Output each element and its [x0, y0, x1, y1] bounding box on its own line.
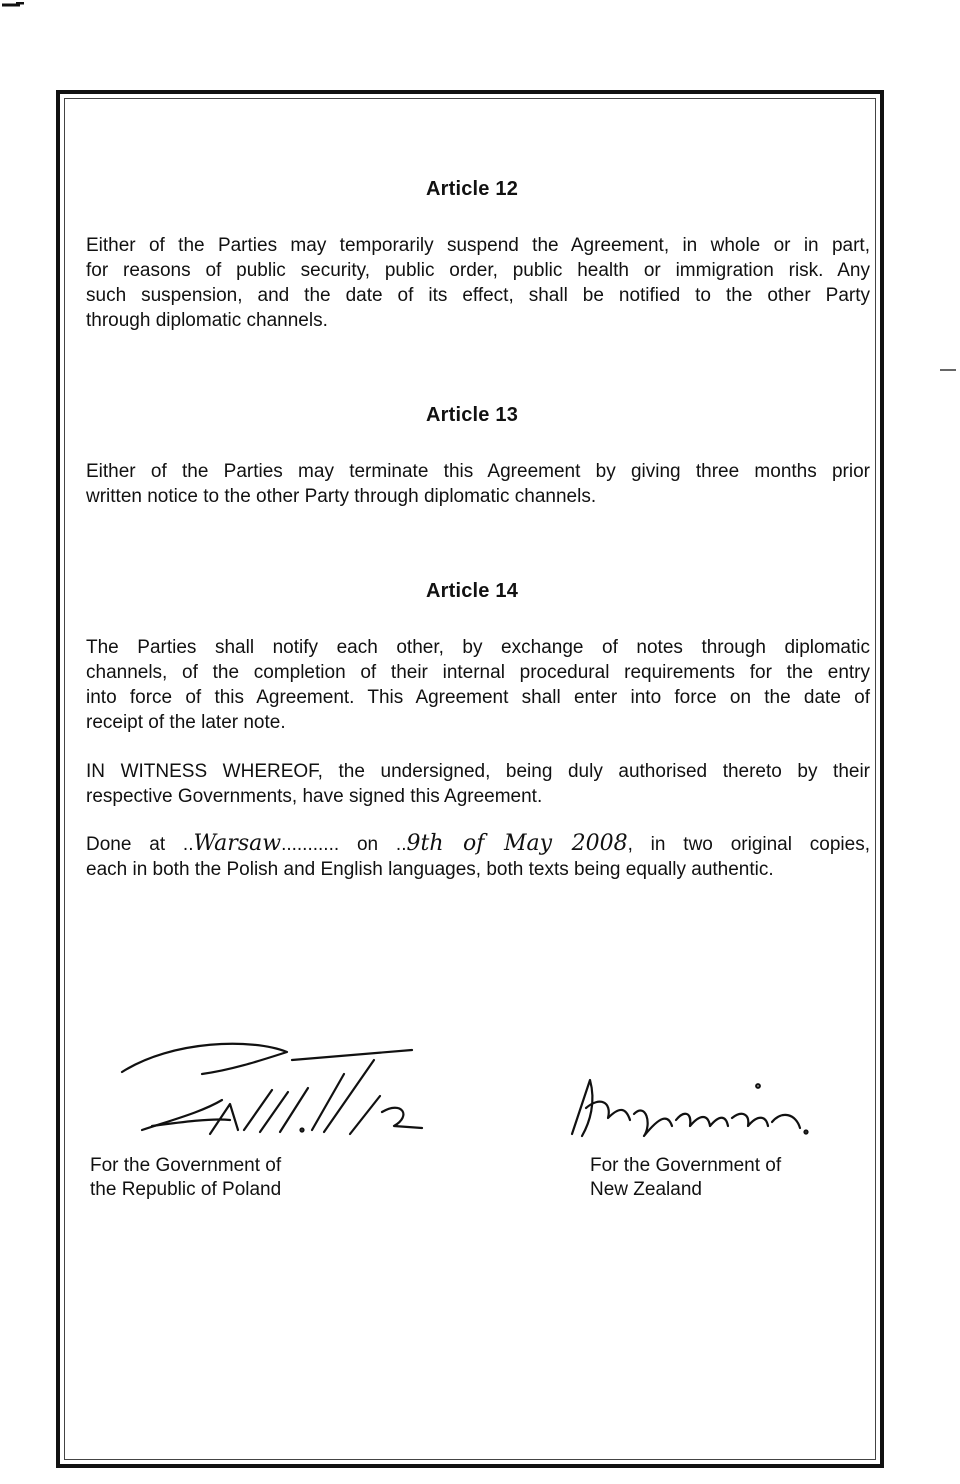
article-12-line: through diplomatic channels.: [86, 310, 328, 331]
witness-line: IN WITNESS WHEREOF, the undersigned, being duly authorised thereto by their: [86, 761, 870, 782]
new-zealand-signatory-label: [590, 1154, 781, 1202]
article-14-heading: Article 14: [425, 580, 519, 602]
poland-signature-icon: [112, 1030, 432, 1142]
article-14-text: [86, 635, 870, 735]
article-12-line: for reasons of public security, public order, public health or immigration risk. Any: [86, 260, 870, 281]
article-12-heading: Article 12: [425, 178, 519, 200]
article-14-line: channels, of the completion of their internal procedural requirements for the entry: [86, 662, 870, 683]
handwritten-place: Warsaw: [193, 831, 282, 856]
done-suffix: , in two original copies,: [627, 834, 870, 855]
done-at-line: [86, 831, 870, 857]
article-13-text: [86, 459, 870, 509]
witness-line: respective Governments, have signed this Agreement.: [86, 786, 543, 807]
article-14-line: receipt of the later note.: [86, 712, 286, 733]
article-13-heading: Article 13: [425, 404, 519, 426]
new-zealand-signatory-line-1: For the Government of: [590, 1155, 782, 1176]
article-12-line: such suspension, and the date of its effect, shall be notified to the other Party: [86, 285, 870, 306]
done-at-clause: [86, 831, 870, 882]
article-12-text: [86, 233, 870, 333]
article-13-line: Either of the Parties may terminate this Agreement by giving three months prior: [86, 461, 870, 482]
new-zealand-signatory-line-2: New Zealand: [590, 1179, 702, 1200]
poland-signatory-line-2: the Republic of Poland: [90, 1179, 282, 1200]
article-14-line: into force of this Agreement. This Agreement shall enter into force on the date of: [86, 687, 870, 708]
new-zealand-signature-icon: [560, 1062, 820, 1142]
scan-margin-mark: [940, 368, 956, 372]
handwritten-date: 9th of May 2008: [406, 831, 628, 856]
witness-clause: [86, 759, 870, 809]
article-12-line: Either of the Parties may temporarily suspend the Agreement, in whole or in part,: [86, 235, 870, 256]
article-13-line: written notice to the other Party through diplomatic channels.: [86, 486, 597, 507]
done-dots: ........... on ..: [281, 834, 407, 855]
poland-signatory-label: [90, 1154, 281, 1202]
scan-corner-mark: [2, 2, 26, 8]
done-line-2: each in both the Polish and English languages, both texts being equally authentic.: [86, 859, 774, 880]
done-prefix: Done at ..: [86, 834, 194, 855]
article-14-line: The Parties shall notify each other, by exchange of notes through diplomatic: [86, 637, 870, 658]
poland-signatory-line-1: For the Government of: [90, 1155, 282, 1176]
